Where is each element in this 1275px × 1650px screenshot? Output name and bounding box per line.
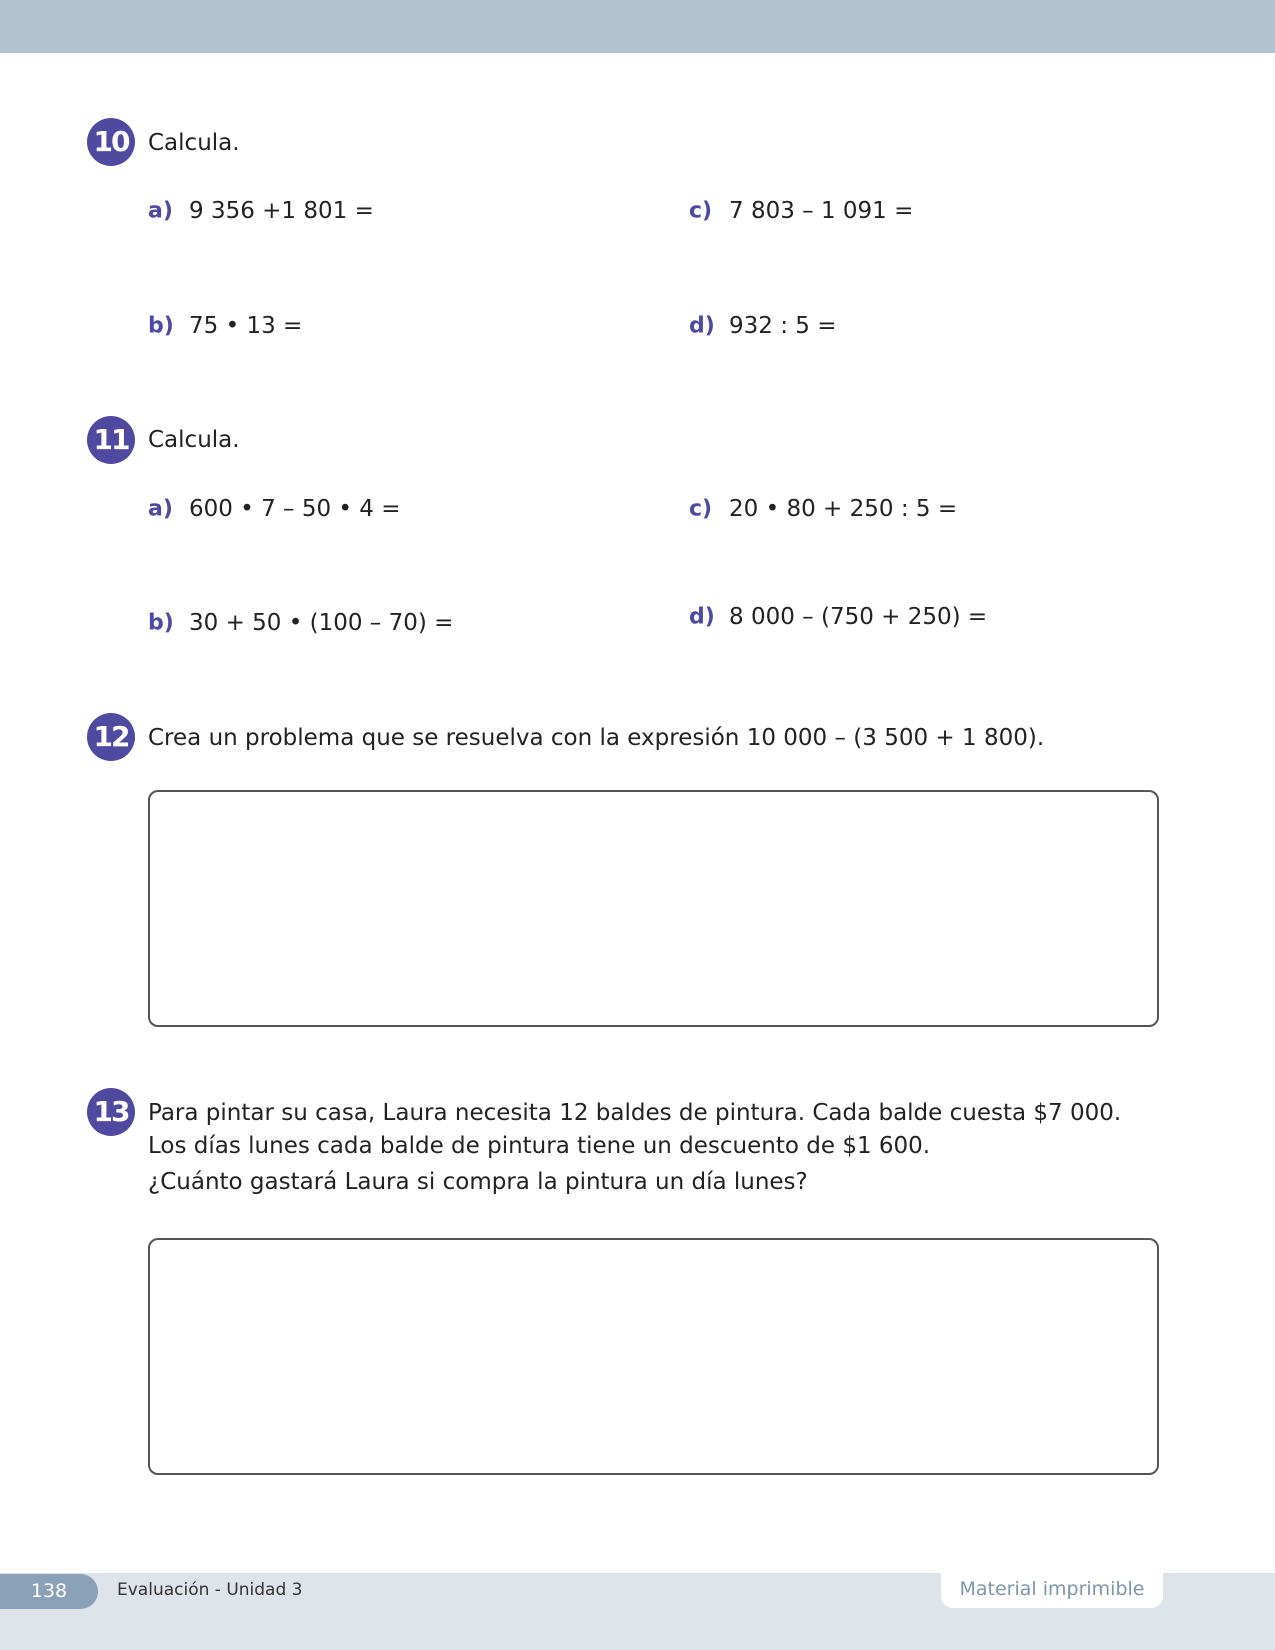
item-expression: 30 + 50 • (100 – 70) = [189,610,454,636]
item-label: a) [148,198,173,224]
answer-box-12[interactable] [148,790,1159,1027]
question-13-line: Los días lunes cada balde de pintura tiene un descuento de $1 600. [148,1133,931,1159]
question-10-instruction: Calcula. [148,130,240,156]
item-label: b) [148,313,174,339]
item-label: c) [689,198,713,224]
question-13-line: ¿Cuánto gastará Laura si compra la pintura un día lunes? [148,1169,808,1195]
unit-title: Evaluación - Unidad 3 [117,1580,303,1600]
top-band [0,0,1275,53]
item-label: d) [689,604,715,630]
question-10-badge: 10 [87,118,135,166]
question-12-badge: 12 [87,713,135,761]
material-tag: Material imprimible [941,1573,1163,1608]
page-number: 138 [0,1574,98,1609]
item-expression: 8 000 – (750 + 250) = [729,604,988,630]
question-13-line: Para pintar su casa, Laura necesita 12 baldes de pintura. Cada balde cuesta $7 000. [148,1100,1122,1126]
item-expression: 75 • 13 = [189,313,303,339]
question-13-badge: 13 [87,1088,135,1136]
item-expression: 600 • 7 – 50 • 4 = [189,496,401,522]
item-expression: 7 803 – 1 091 = [729,198,914,224]
question-11-instruction: Calcula. [148,427,240,453]
item-expression: 932 : 5 = [729,313,837,339]
item-expression: 20 • 80 + 250 : 5 = [729,496,958,522]
item-label: a) [148,496,173,522]
answer-box-13[interactable] [148,1238,1159,1475]
item-label: d) [689,313,715,339]
item-label: c) [689,496,713,522]
item-label: b) [148,610,174,636]
item-expression: 9 356 +1 801 = [189,198,374,224]
question-11-badge: 11 [87,416,135,464]
question-12-text: Crea un problema que se resuelva con la expresión 10 000 – (3 500 + 1 800). [148,725,1045,751]
